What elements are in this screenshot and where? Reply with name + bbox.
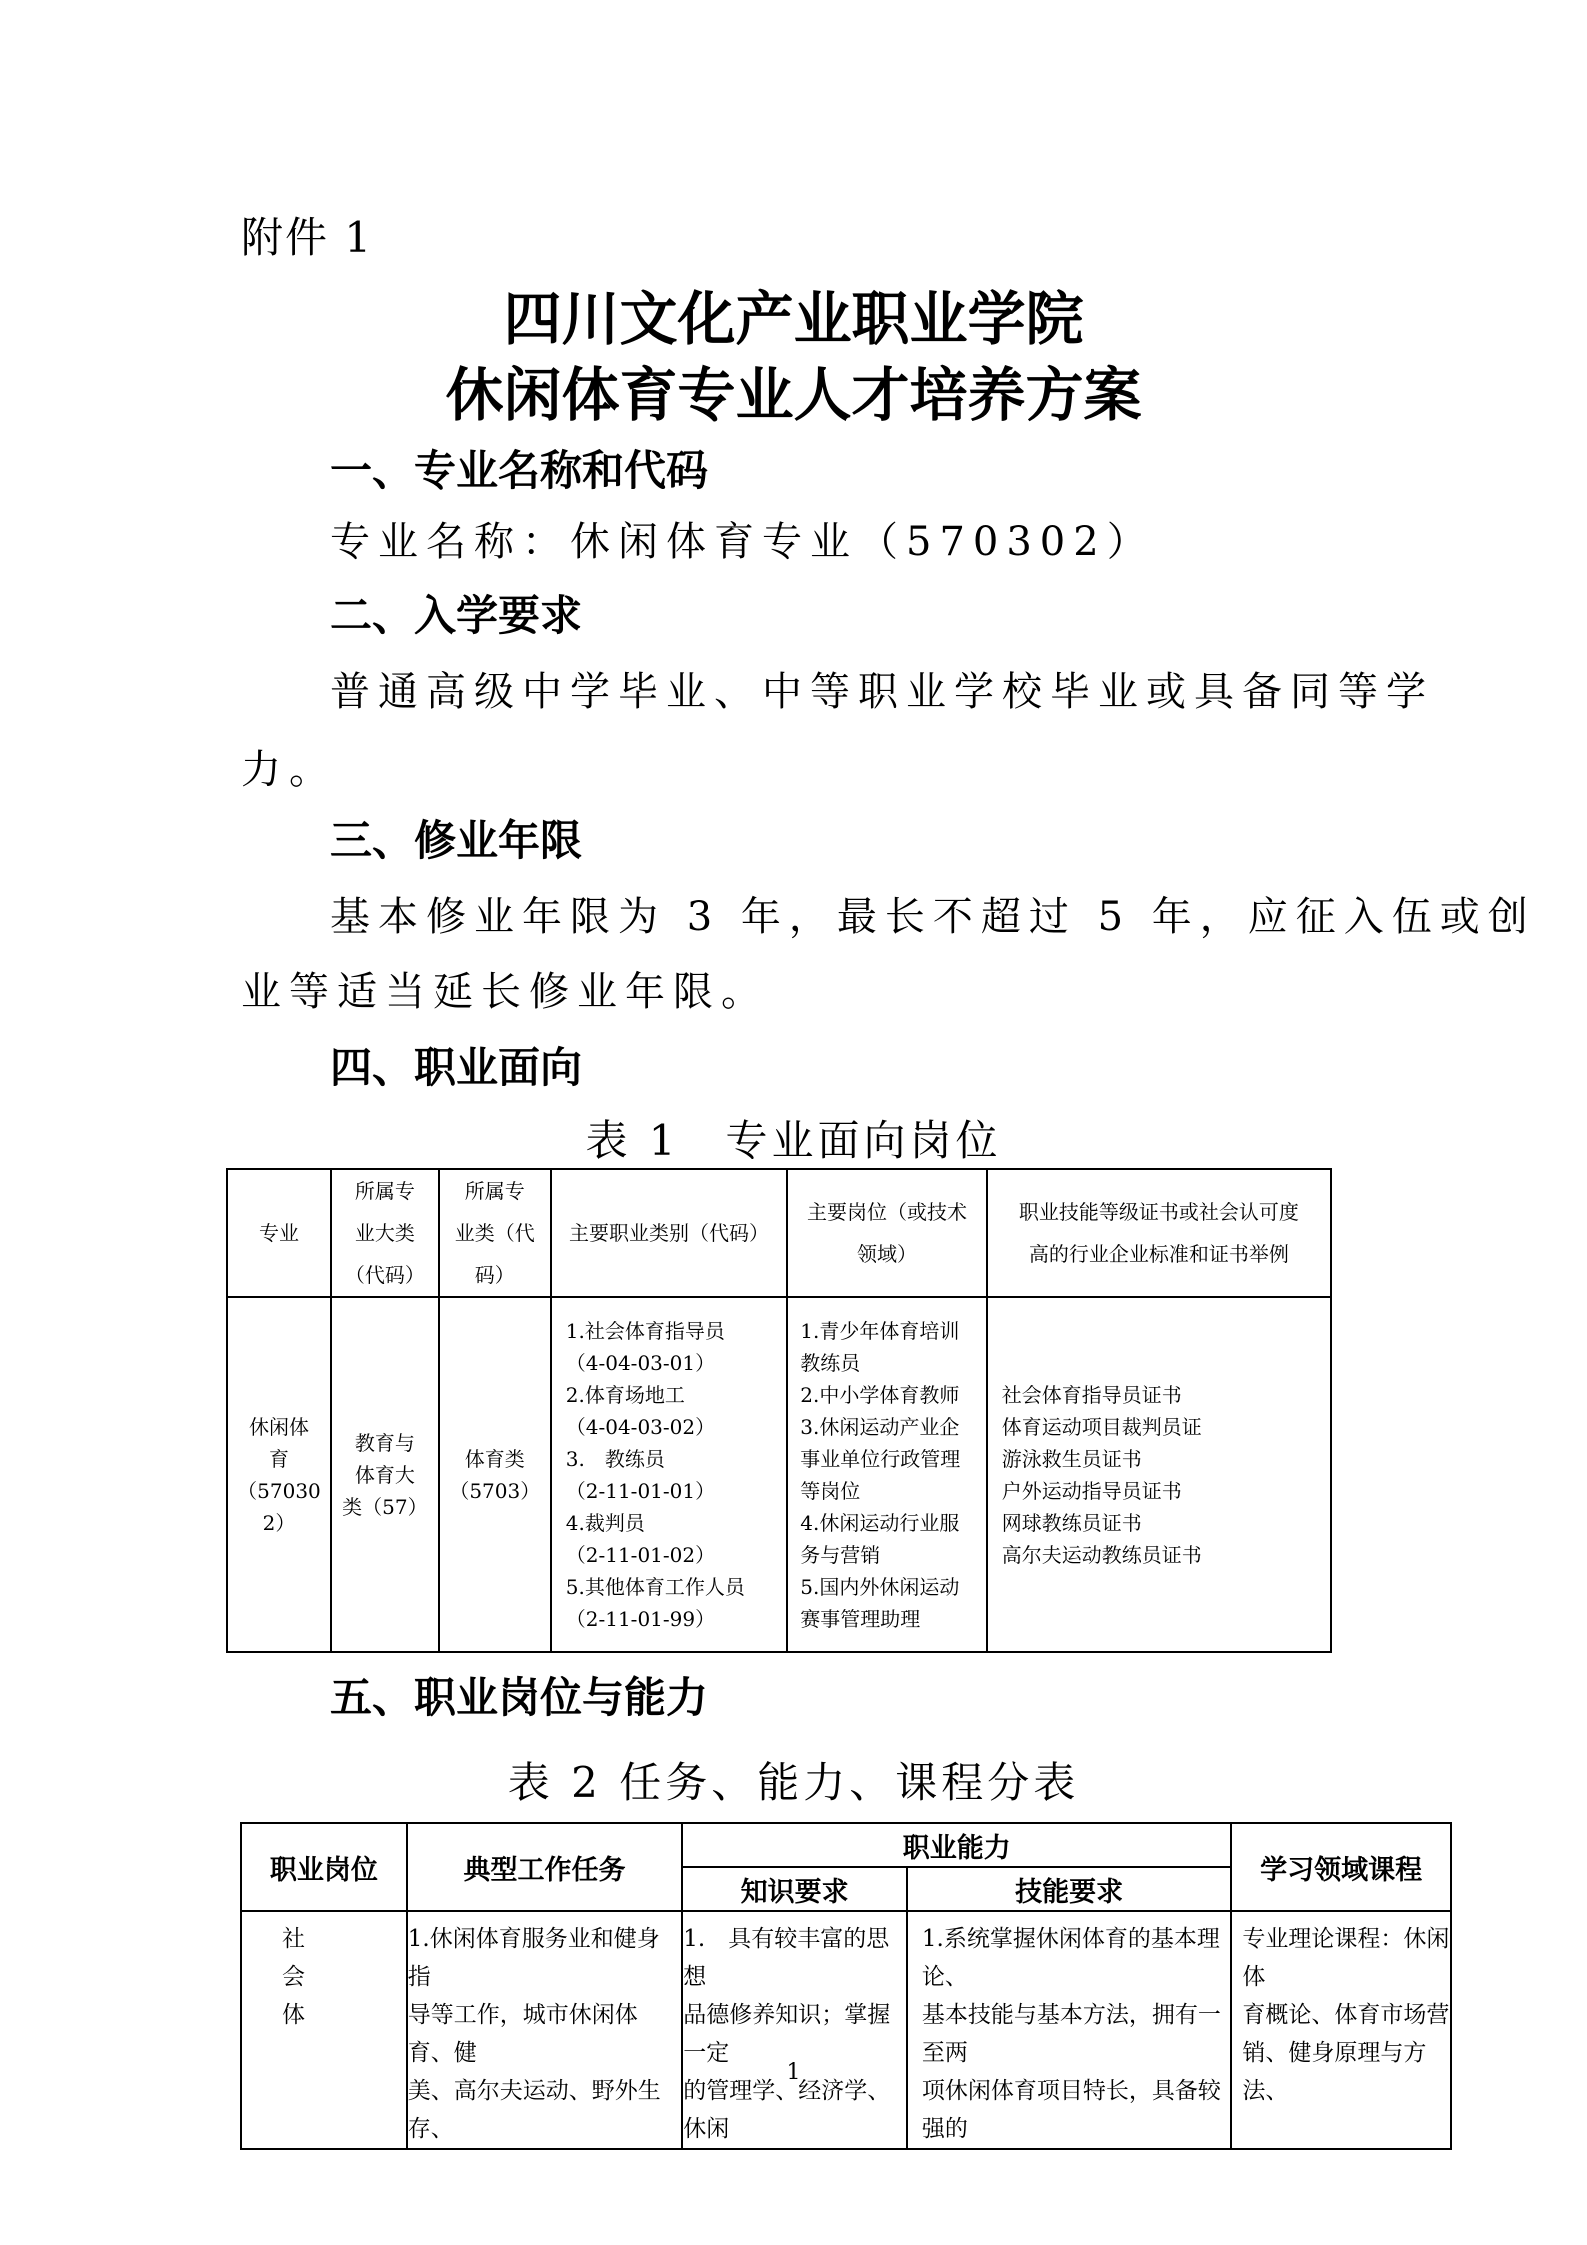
cell-line: 基本技能与基本方法，拥有一至两 bbox=[921, 2002, 1221, 2066]
table2-cell-knowledge bbox=[682, 1911, 907, 2149]
table1-header-occupations: 主要职业类别（代码） bbox=[551, 1169, 788, 1297]
header-line: 职业技能等级证书或社会认可度 bbox=[1018, 1200, 1299, 1224]
document-title-line2: 休闲体育专业人才培养方案 bbox=[445, 361, 1142, 429]
cell-line: 5.国内外休闲运动 bbox=[800, 1574, 960, 1599]
header-line: 高的行业企业标准和证书举例 bbox=[1028, 1242, 1289, 1266]
table1-header-row bbox=[227, 1169, 1331, 1297]
cell-line: 1.系统掌握休闲体育的基本理论、 bbox=[921, 1926, 1220, 1990]
cell-line: 赛事管理助理 bbox=[800, 1606, 921, 1631]
section3-text-line2: 业等适当延长修业年限。 bbox=[241, 969, 769, 1015]
cell-line: 类（57） bbox=[342, 1494, 428, 1519]
table2-header-courses: 学习领域课程 bbox=[1231, 1823, 1451, 1911]
header-line: 所属专 bbox=[354, 1179, 415, 1203]
cell-line: 社 bbox=[282, 1926, 305, 1952]
table2-header-tasks: 典型工作任务 bbox=[407, 1823, 683, 1911]
table2-header-row bbox=[241, 1823, 1451, 1867]
table-row bbox=[227, 1297, 1331, 1652]
cell-line: 体育大 bbox=[354, 1462, 415, 1487]
cell-line: 2.体育场地工 bbox=[565, 1382, 685, 1407]
cell-line: 游泳救生员证书 bbox=[1001, 1446, 1142, 1471]
table1-cell-category-b bbox=[439, 1297, 551, 1652]
table2-header-ability: 职业能力 bbox=[682, 1823, 1231, 1867]
cell-line: 会 bbox=[282, 1964, 305, 1990]
table2-header-position: 职业岗位 bbox=[241, 1823, 407, 1911]
header-line: 所属专 bbox=[464, 1179, 525, 1203]
cell-line: （4-04-03-01） bbox=[565, 1350, 716, 1375]
cell-line: 品德修养知识；掌握一定 bbox=[683, 2002, 891, 2066]
cell-line: （2-11-01-02） bbox=[565, 1542, 716, 1567]
header-line: 业类（代 bbox=[454, 1221, 535, 1245]
section3-heading: 三、修业年限 bbox=[330, 816, 583, 865]
cell-line: 4.裁判员 bbox=[565, 1510, 645, 1535]
cell-line: 户外运动指导员证书 bbox=[1001, 1478, 1182, 1503]
table-1-career-positions bbox=[226, 1168, 1332, 1653]
page-number: 1 bbox=[786, 2060, 801, 2085]
cell-line: 1.社会体育指导员 bbox=[565, 1318, 725, 1343]
cell-line: （57030 bbox=[237, 1478, 321, 1503]
section5-heading: 五、职业岗位与能力 bbox=[330, 1673, 709, 1722]
cell-line: （5703） bbox=[449, 1478, 541, 1503]
section2-text-line1: 普通高级中学毕业、中等职业学校毕业或具备同等学 bbox=[330, 669, 1434, 715]
cell-line: 育 bbox=[268, 1446, 289, 1471]
cell-line: 2.中小学体育教师 bbox=[800, 1382, 960, 1407]
cell-line: 休闲体 bbox=[248, 1414, 309, 1439]
table1-cell-positions bbox=[787, 1297, 987, 1652]
cell-line: 事业单位行政管理 bbox=[800, 1446, 961, 1471]
table2-caption: 表 2 任务、能力、课程分表 bbox=[507, 1758, 1080, 1807]
section3-text-line1: 基本修业年限为 3 年，最长不超过 5 年，应征入伍或创 bbox=[330, 894, 1536, 940]
cell-line: 育概论、体育市场营 bbox=[1242, 2002, 1450, 2028]
section2-text-line2: 力。 bbox=[241, 747, 337, 793]
cell-line: （2-11-01-01） bbox=[565, 1478, 716, 1503]
table2-cell-position bbox=[241, 1911, 407, 2149]
section2-heading: 二、入学要求 bbox=[330, 591, 583, 640]
header-line: 主要岗位（或技术 bbox=[807, 1200, 968, 1224]
cell-line: 导等工作，城市休闲体育、健 bbox=[407, 2002, 638, 2066]
cell-line: 2） bbox=[262, 1510, 296, 1535]
cell-line: （4-04-03-02） bbox=[565, 1414, 716, 1439]
table1-cell-occupations bbox=[551, 1297, 788, 1652]
table1-cell-category-a bbox=[331, 1297, 439, 1652]
cell-line: 社会体育指导员证书 bbox=[1001, 1382, 1182, 1407]
table1-header-category-a bbox=[331, 1169, 439, 1297]
cell-line: 等岗位 bbox=[800, 1478, 861, 1503]
cell-line: 专业理论课程：休闲体 bbox=[1242, 1926, 1450, 1990]
cell-line: 的管理学、经济学、休闲 bbox=[683, 2078, 891, 2142]
cell-line: 3. 教练员 bbox=[565, 1446, 665, 1471]
table-2-tasks-abilities-courses bbox=[240, 1822, 1452, 2150]
table1-header-positions bbox=[787, 1169, 987, 1297]
table1-cell-certificates bbox=[987, 1297, 1331, 1652]
document-title-line1: 四川文化产业职业学院 bbox=[503, 285, 1084, 353]
cell-line: 5.其他体育工作人员 bbox=[565, 1574, 745, 1599]
cell-line: 教育与 bbox=[354, 1430, 415, 1455]
attachment-label: 附件 1 bbox=[241, 213, 374, 262]
cell-line: 体育运动项目裁判员证 bbox=[1001, 1414, 1202, 1439]
cell-line: 网球教练员证书 bbox=[1001, 1510, 1142, 1535]
header-line: 领域） bbox=[857, 1242, 918, 1266]
table-row bbox=[241, 1911, 1451, 2149]
table1-header-category-b bbox=[439, 1169, 551, 1297]
cell-line: 体育类 bbox=[464, 1446, 525, 1471]
cell-line: 1.青少年体育培训 bbox=[800, 1318, 960, 1343]
header-line: 业大类 bbox=[354, 1221, 415, 1245]
cell-line: 销、健身原理与方法、 bbox=[1242, 2040, 1427, 2104]
cell-line: 体 bbox=[282, 2002, 305, 2028]
cell-line: 教练员 bbox=[800, 1350, 861, 1375]
table2-cell-tasks bbox=[407, 1911, 683, 2149]
section1-heading: 一、专业名称和代码 bbox=[330, 446, 709, 495]
cell-line: 4.休闲运动行业服 bbox=[800, 1510, 960, 1535]
table1-header-major: 专业 bbox=[227, 1169, 331, 1297]
cell-line: 务与营销 bbox=[800, 1542, 881, 1567]
cell-line: 3.休闲运动产业企 bbox=[800, 1414, 960, 1439]
header-line: 码） bbox=[474, 1263, 515, 1287]
table2-header-knowledge: 知识要求 bbox=[682, 1867, 907, 1911]
table1-cell-major bbox=[227, 1297, 331, 1652]
table2-cell-skills bbox=[907, 1911, 1231, 2149]
cell-line: （2-11-01-99） bbox=[565, 1606, 716, 1631]
table1-header-certificates bbox=[987, 1169, 1331, 1297]
cell-line: 美、高尔夫运动、野外生存、 bbox=[407, 2078, 661, 2142]
table2-cell-courses bbox=[1231, 1911, 1451, 2149]
table1-caption: 表 1 专业面向岗位 bbox=[585, 1116, 1002, 1165]
table2-header-skills: 技能要求 bbox=[907, 1867, 1231, 1911]
header-line: （代码） bbox=[344, 1263, 425, 1287]
cell-line: 高尔夫运动教练员证书 bbox=[1001, 1542, 1202, 1567]
section1-text: 专业名称：休闲体育专业（570302） bbox=[330, 519, 1155, 565]
cell-line: 1.休闲体育服务业和健身指 bbox=[407, 1926, 660, 1990]
cell-line: 项休闲体育项目特长，具备较强的 bbox=[921, 2078, 1221, 2142]
section4-heading: 四、职业面向 bbox=[330, 1043, 583, 1092]
cell-line: 1. 具有较丰富的思想 bbox=[683, 1926, 890, 1990]
